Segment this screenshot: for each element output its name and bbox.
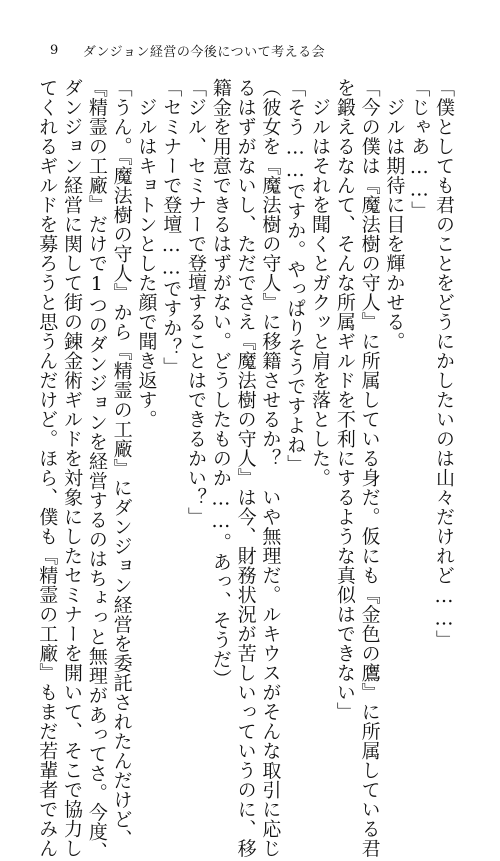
text-line: 「ジル、セミナーで登壇することはできるかい？」 (185, 78, 208, 527)
text-line: ジルは期待に目を輝かせる。 (383, 78, 406, 351)
running-title: ダンジョン経営の今後について考える会 (82, 44, 326, 60)
text-line: ダンジョン経営に関して街の錬金術ギルドを対象にしたセミナーを開いて、そこで協力し (61, 78, 84, 858)
page-header (50, 40, 325, 60)
text-line: （彼女を『魔法樹の守人』に移籍させるか？ いや無理だ。ルキウスがそんな取引に応じ (259, 78, 282, 858)
page-number: 9 (50, 42, 59, 58)
text-line: てくれるギルドを募ろうと思うんだけど。ほら、僕も『精霊の工廠』もまだ若輩者でみん (36, 78, 59, 858)
text-line: 「そう……ですか。やっぱりそうですよね」 (284, 78, 307, 474)
text-line: 「セミナーで登壇……ですか？」 (160, 78, 183, 377)
text-line: ジルはキョトンとした顔で聞き返す。 (135, 78, 158, 429)
text-line: 「うん。『魔法樹の守人』から『精霊の工廠』にダンジョン経営を委託されたんだけど、 (110, 78, 133, 849)
text-line: 「じゃあ……」 (408, 78, 431, 221)
text-line: 「今の僕は『魔法樹の守人』に所属している身だ。仮にも『金色の鷹』に所属している君 (358, 78, 381, 858)
text-line: 『精霊の工廠』だけで1つのダンジョンを経営するのはちょっと無理があってさ。今度、 (85, 78, 108, 861)
text-line: 「僕としても君のことをどうにかしたいのは山々だけれど……」 (433, 78, 455, 650)
text-line: を鍛えるなんて、そんな所属ギルドを不利にするような真似はできない」 (333, 78, 356, 722)
text-line: 籍金を用意できるはずがない。どうしたものか……。あっ、そうだ） (209, 78, 232, 689)
text-line: ジルはそれを聞くとガクッと肩を落とした。 (309, 78, 332, 488)
vertical-text-body (36, 78, 456, 861)
text-line: るはずがないし、ただでさえ『魔法樹の守人』は今、財務状況が苦しいっていうのに、移 (234, 78, 257, 858)
